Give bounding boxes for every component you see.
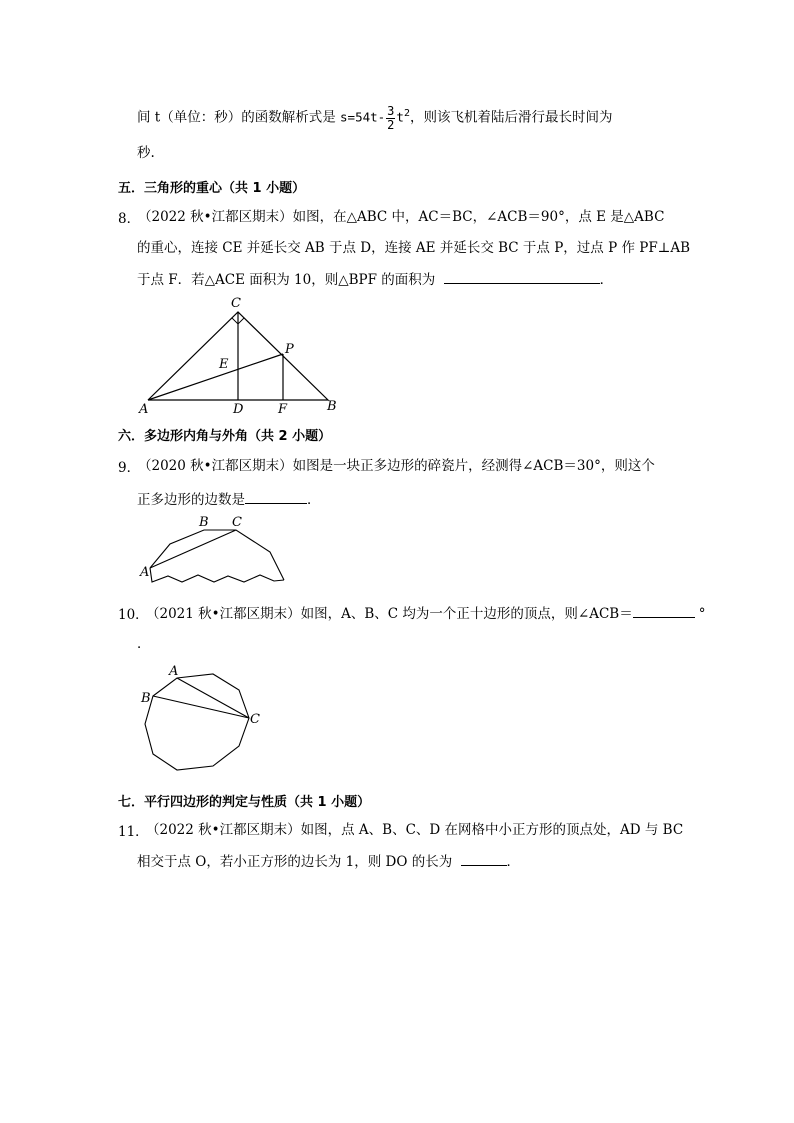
q9-line1: （2020 秋•江都区期末）如图是一块正多边形的碎瓷片，经测得∠ACB＝30°，则这个 bbox=[138, 458, 655, 474]
q7-text-post: ，则该飞机着陆后滑行最长时间为 bbox=[409, 109, 613, 126]
q11-line2: 相交于点 O，若小正方形的边长为 1，则 DO 的长为 ． bbox=[137, 851, 520, 872]
q8-label-C: C bbox=[231, 296, 241, 311]
q10-figure-decagon bbox=[135, 660, 265, 780]
q10-number: 10． bbox=[118, 607, 149, 623]
q8-label-F: F bbox=[278, 402, 288, 417]
q10-line1: （2021 秋•江都区期末）如图，A、B、C 均为一个正十边形的顶点，则∠ACB＝ ° bbox=[146, 603, 705, 624]
q9-number: 9． bbox=[118, 460, 141, 476]
q11-line1: （2022 秋•江都区期末）如图，点 A、B、C、D 在网格中小正方形的顶点处，AD 与 BC bbox=[146, 822, 684, 838]
q9-label-A: A bbox=[140, 565, 150, 580]
q10-label-B: B bbox=[141, 691, 151, 706]
section-7-title: 七．平行四边形的判定与性质（共 1 小题） bbox=[118, 795, 371, 810]
q11-answer-blank[interactable] bbox=[461, 851, 507, 866]
q10-label-C: C bbox=[250, 712, 260, 727]
q8-line2: 的重心，连接 CE 并延长交 AB 于点 D，连接 AE 并延长交 BC 于点 P，过点 P 作 PF⊥AB bbox=[137, 240, 691, 256]
q9-label-B: B bbox=[199, 515, 209, 530]
q9-answer-blank[interactable] bbox=[245, 489, 307, 504]
q8-figure-triangle bbox=[135, 292, 350, 417]
q7-line1: 间 t（单位：秒）的函数解析式是 s=54t- $\frac{3}{2}$ $t^2$，则该飞机着陆后滑行最长时间为 bbox=[137, 103, 613, 132]
q7-fraction: $\frac{3}{2}$ bbox=[387, 103, 395, 132]
section-5-title: 五．三角形的重心（共 1 小题） bbox=[118, 181, 306, 196]
q10-label-A: A bbox=[169, 664, 179, 679]
q7-formula: s=54t- bbox=[340, 109, 386, 125]
q8-label-D: D bbox=[233, 402, 244, 417]
q8-line1: （2022 秋•江都区期末）如图，在△ABC 中，AC＝BC，∠ACB＝90°，点 E 是△ABC bbox=[138, 209, 665, 225]
q8-label-E: E bbox=[219, 357, 229, 372]
section-6-title: 六．多边形内角与外角（共 2 小题） bbox=[118, 429, 332, 444]
q9-line2: 正多边形的边数是 ． bbox=[137, 489, 321, 510]
q7-text-pre: 间 t（单位：秒）的函数解析式是 bbox=[137, 109, 341, 126]
q9-figure-shard bbox=[138, 512, 290, 588]
q7-line2: 秒. bbox=[137, 145, 155, 161]
q11-number: 11． bbox=[118, 824, 149, 840]
q8-label-B: B bbox=[327, 399, 337, 414]
q10-line2: ． bbox=[137, 636, 151, 652]
q9-label-C: C bbox=[232, 515, 242, 530]
q8-line3: 于点 F．若△ACE 面积为 10，则△BPF 的面积为 ． bbox=[137, 269, 613, 290]
q8-label-A: A bbox=[139, 402, 149, 417]
q8-number: 8． bbox=[118, 211, 141, 227]
q10-answer-blank[interactable] bbox=[633, 603, 695, 618]
q8-answer-blank[interactable] bbox=[444, 269, 600, 284]
q8-label-P: P bbox=[285, 342, 294, 357]
